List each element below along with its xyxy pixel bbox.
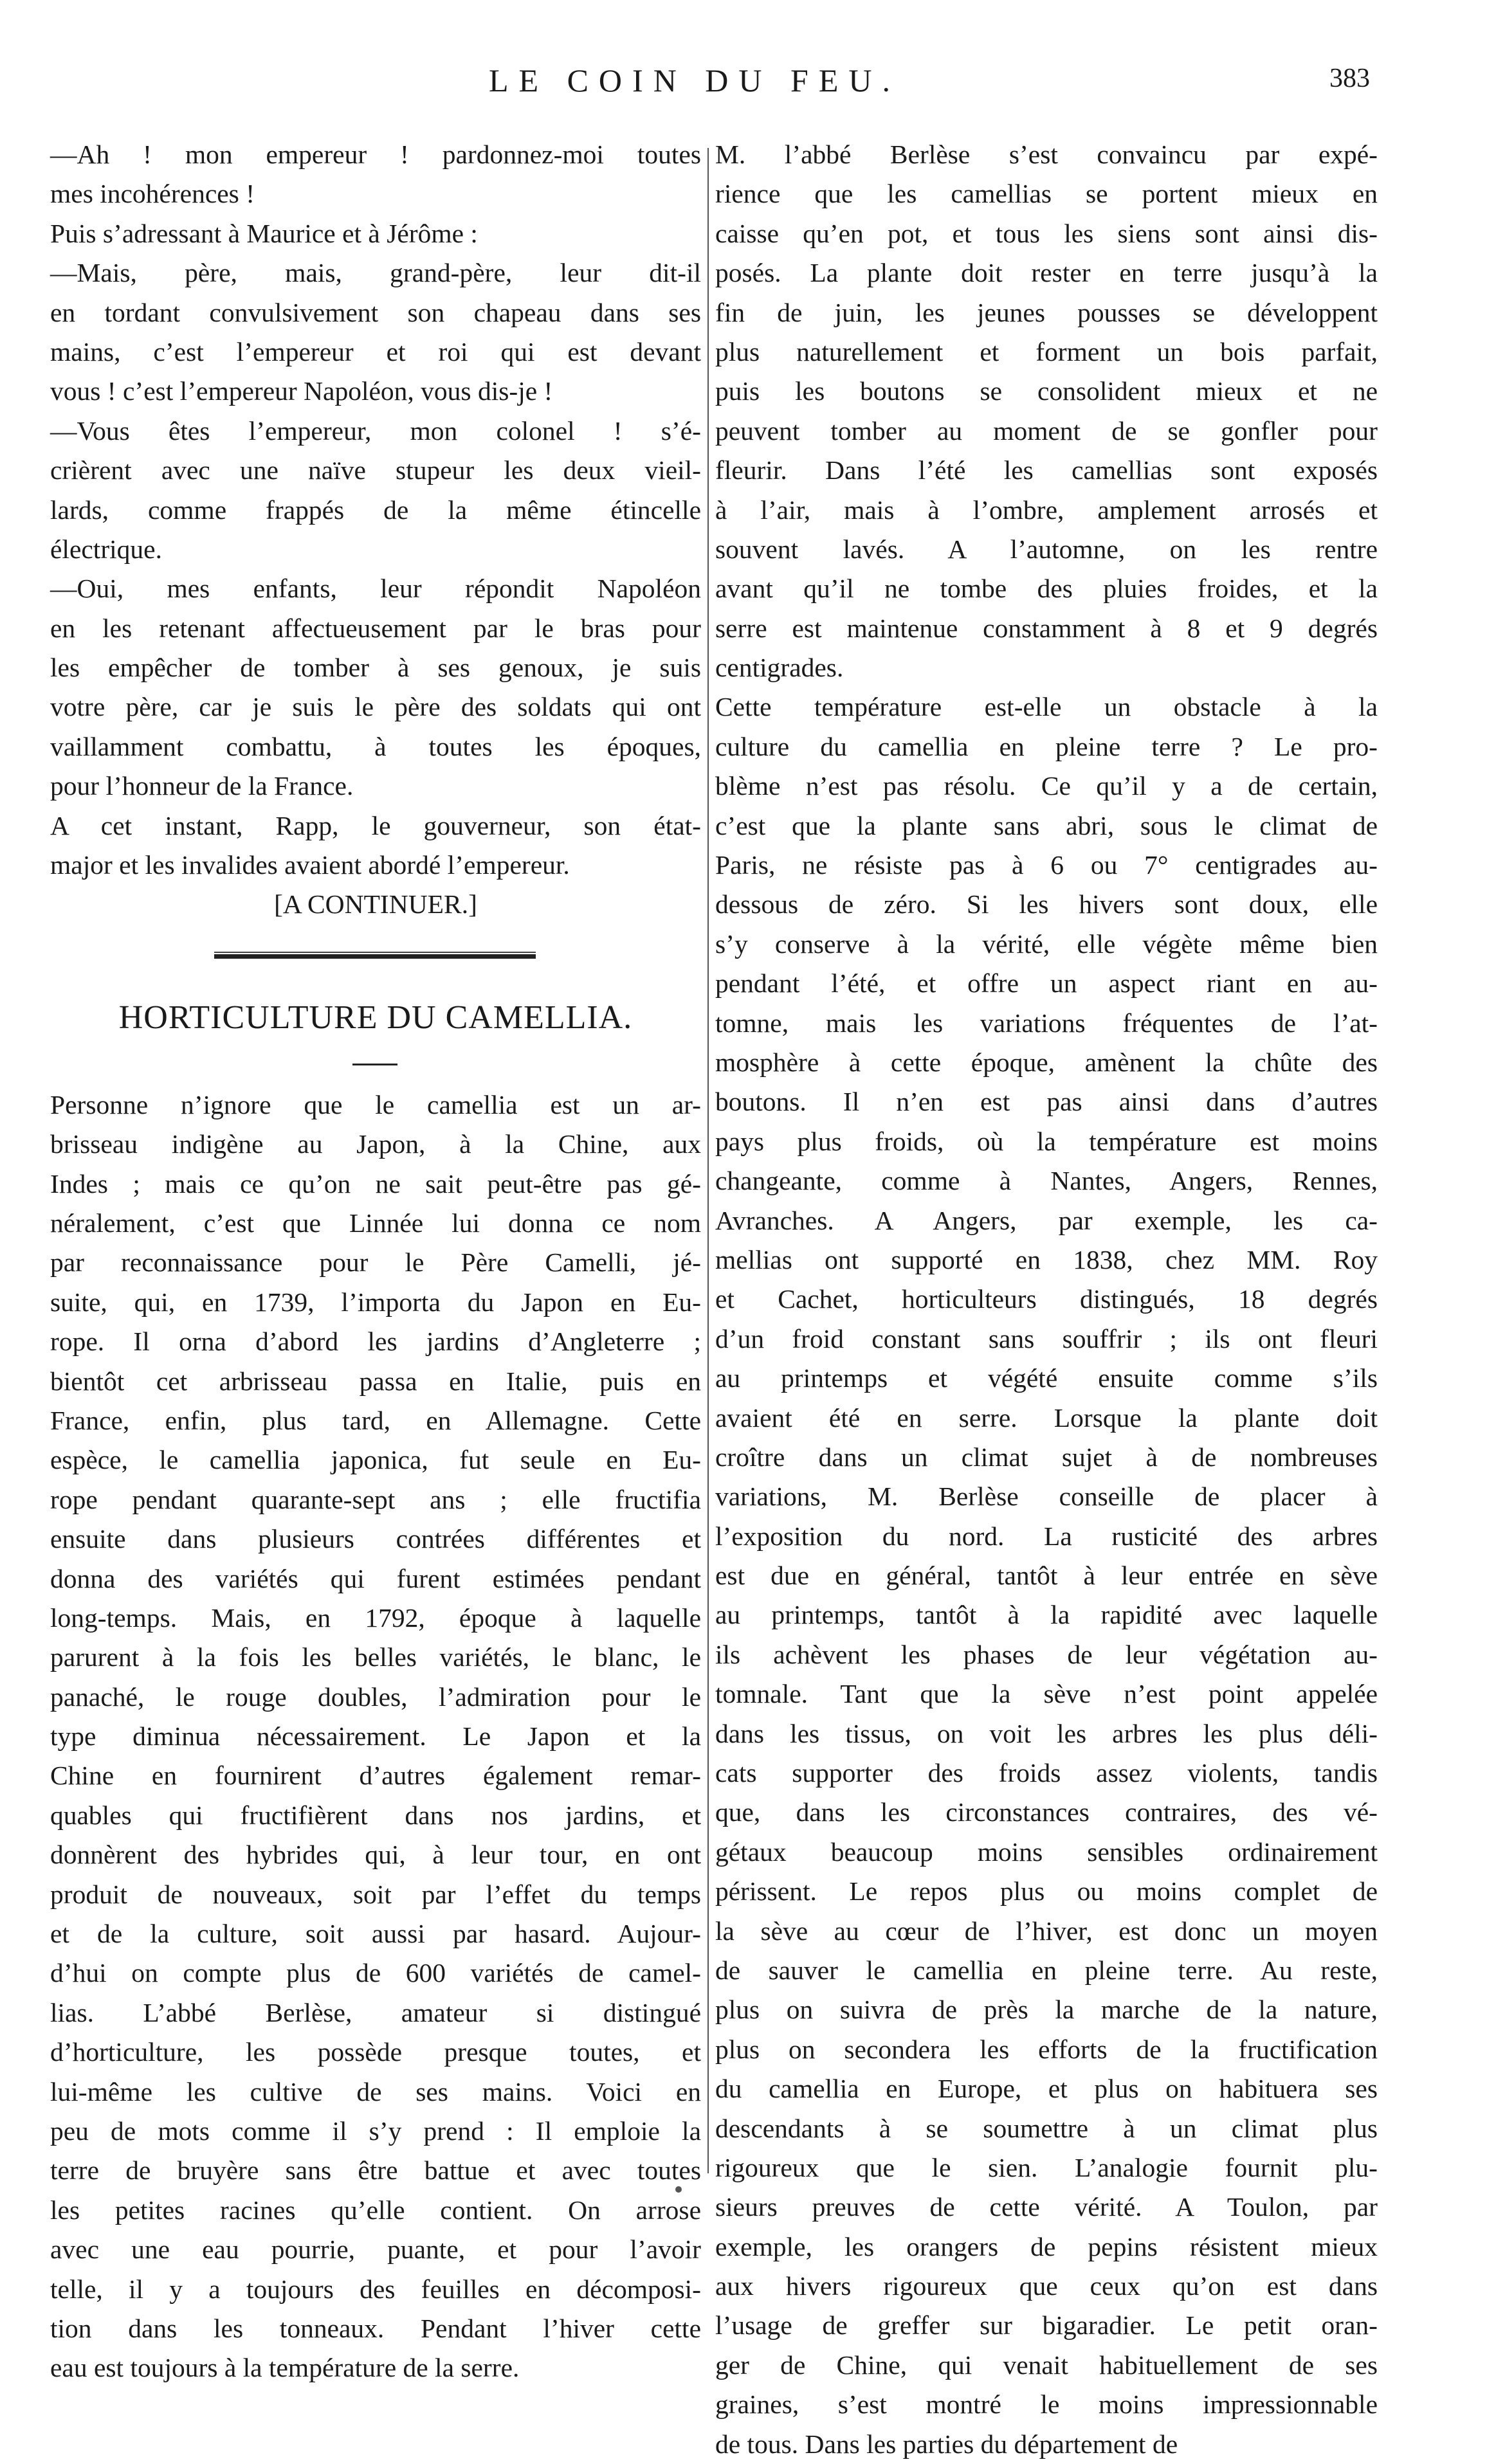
text-line: du camellia en Europe, et plus on habituera ses [715, 2074, 1378, 2104]
text-line: variations, M. Berlèse conseille de placer à [715, 1481, 1378, 1512]
text-line: d’horticulture, les possède presque toutes, et [50, 2037, 701, 2067]
section-title: HORTICULTURE DU CAMELLIA. [118, 999, 633, 1036]
text-line: avec une eau pourrie, puante, et pour l’avoir [50, 2234, 701, 2265]
text-line: France, enfin, plus tard, en Allemagne. Cette [50, 1405, 701, 1435]
to-be-continued: [A CONTINUER.] [274, 889, 477, 919]
text-line: au printemps et végété ensuite comme s’ils [715, 1363, 1378, 1393]
text-line: panaché, le rouge doubles, l’admiration pour le [50, 1681, 701, 1712]
text-line: rope pendant quarante-sept ans ; elle fructifia [50, 1484, 701, 1514]
text-line: mellias ont supporté en 1838, chez MM. Roy [715, 1244, 1378, 1274]
text-line: lias. L’abbé Berlèse, amateur si distingué [50, 1997, 701, 2027]
text-line: plus on suivra de près la marche de la nature, [715, 1995, 1378, 2025]
text-line: pour l’honneur de la France. [50, 771, 354, 801]
text-line: pays plus froids, où la température est moins [715, 1126, 1378, 1156]
text-line: Puis s’adressant à Maurice et à Jérôme : [50, 218, 478, 248]
text-line: pendant l’été, et offre un aspect riant en au- [715, 968, 1378, 999]
right-column [715, 135, 1378, 2464]
text-line: de tous. Dans les parties du département de [715, 2429, 1178, 2459]
text-line: mains, c’est l’empereur et roi qui est devant [50, 336, 701, 367]
section-divider-rule [50, 925, 701, 989]
text-line: souvent lavés. A l’automne, on les rentre [715, 534, 1378, 564]
text-line: ils achèvent les phases de leur végétation au- [715, 1639, 1378, 1669]
text-line: lards, comme frappés de la même étincelle [50, 494, 701, 525]
text-line: gétaux beaucoup moins sensibles ordinairement [715, 1836, 1378, 1867]
page-header [0, 62, 1505, 113]
text-line: et de la culture, soit aussi par hasard. Aujour- [50, 1919, 701, 1949]
text-line: bientôt cet arbrisseau passa en Italie, puis en [50, 1366, 701, 1396]
text-line: fleurir. Dans l’été les camellias sont exposés [715, 455, 1378, 485]
text-line: la sève au cœur de l’hiver, est donc un moyen [715, 1916, 1378, 1946]
left-column [50, 135, 701, 2388]
horticulture-article-start [50, 1085, 701, 2388]
text-line: descendants à se soumettre à un climat plus [715, 2113, 1378, 2143]
text-line: peu de mots comme il s’y prend : Il emploie la [50, 2115, 701, 2146]
text-line: terre de bruyère sans être battue et avec toutes [50, 2155, 701, 2186]
text-line: de sauver le camellia en pleine terre. Au reste, [715, 1955, 1378, 1985]
text-line: lui-même les cultive de ses mains. Voici en [50, 2076, 701, 2106]
text-line: culture du camellia en pleine terre ? Le pro- [715, 731, 1378, 761]
text-line: néralement, c’est que Linnée lui donna ce nom [50, 1208, 701, 1238]
text-line: eau est toujours à la température de la serre. [50, 2353, 520, 2383]
text-line: major et les invalides avaient abordé l’empereur. [50, 850, 570, 880]
text-line: les petites racines qu’elle contient. On arrose [50, 2195, 701, 2225]
text-line: A cet instant, Rapp, le gouverneur, son état- [50, 810, 701, 840]
text-line: fin de juin, les jeunes pousses se développent [715, 297, 1378, 327]
text-line: s’y conserve à la vérité, elle végète même bien [715, 929, 1378, 959]
text-line: mes incohérences ! [50, 179, 255, 209]
text-line: Chine en fournirent d’autres également remar- [50, 1761, 701, 1791]
text-line: l’usage de greffer sur bigaradier. Le petit oran- [715, 2310, 1378, 2341]
text-line: électrique. [50, 534, 162, 564]
text-line: votre père, car je suis le père des soldats qui ont [50, 692, 701, 722]
text-line: périssent. Le repos plus ou moins complet de [715, 1876, 1378, 1907]
divider-thin-line [214, 952, 536, 953]
text-line: ger de Chine, qui venait habituellement de ses [715, 2350, 1378, 2380]
divider-thick-line [214, 954, 536, 959]
footer-dot [675, 2186, 682, 2193]
text-line: Avranches. A Angers, par exemple, les ca- [715, 1205, 1378, 1235]
text-line: mosphère à cette époque, amènent la chûte des [715, 1047, 1378, 1077]
text-line: changeante, comme à Nantes, Angers, Rennes, [715, 1166, 1378, 1196]
text-line: croître dans un climat sujet à de nombreuses [715, 1442, 1378, 1472]
text-line: peuvent tomber au moment de se gonfler pour [715, 415, 1378, 446]
text-line: cats supporter des froids assez violents, tandis [715, 1758, 1378, 1788]
text-line: type diminua nécessairement. Le Japon et la [50, 1721, 701, 1752]
text-line: donnèrent des hybrides qui, à leur tour, en ont [50, 1840, 701, 1870]
text-line: plus naturellement et forment un bois parfait, [715, 336, 1378, 367]
text-line: plus on secondera les efforts de la fructification [715, 2034, 1378, 2064]
text-line: dessous de zéro. Si les hivers sont doux, elle [715, 889, 1378, 919]
text-line: —Ah ! mon empereur ! pardonnez-moi toutes [50, 140, 701, 169]
text-line: sieurs preuves de cette vérité. A Toulon, par [715, 2192, 1378, 2222]
text-line: en tordant convulsivement son chapeau dans ses [50, 297, 701, 327]
text-line: d’hui on compte plus de 600 variétés de camel- [50, 1958, 701, 1988]
text-line: rope. Il orna d’abord les jardins d’Angleterre ; [50, 1327, 701, 1357]
running-title: LE COIN DU FEU. [489, 62, 900, 98]
text-line: brisseau indigène au Japon, à la Chine, aux [50, 1129, 701, 1159]
text-line: telle, il y a toujours des feuilles en décomposi- [50, 2274, 701, 2304]
text-line: rigoureux que le sien. L’analogie fournit plu- [715, 2152, 1378, 2182]
text-line: donna des variétés qui furent estimées pendant [50, 1563, 701, 1593]
text-line: tomnale. Tant que la sève n’est point appelée [715, 1679, 1378, 1709]
text-line: boutons. Il n’en est pas ainsi dans d’autres [715, 1087, 1378, 1117]
text-line: Indes ; mais ce qu’on ne sait peut-être pas gé- [50, 1168, 701, 1199]
page-number: 383 [1329, 64, 1370, 93]
horticulture-article-continued [715, 135, 1378, 2464]
text-line: suite, qui, en 1739, l’importa du Japon en Eu- [50, 1287, 701, 1317]
text-line: espèce, le camellia japonica, fut seule en Eu- [50, 1445, 701, 1475]
text-line: avant qu’il ne tombe des pluies froides, et la [715, 574, 1378, 604]
text-line: rience que les camellias se portent mieux en [715, 179, 1378, 209]
text-line: graines, s’est montré le moins impressionnable [715, 2389, 1378, 2420]
text-line: que, dans les circonstances contraires, des vé- [715, 1797, 1378, 1827]
text-line: exemple, les orangers de pepins résistent mieux [715, 2231, 1378, 2261]
text-line: blème n’est pas résolu. Ce qu’il y a de certain, [715, 771, 1378, 801]
text-line: au printemps, tantôt à la rapidité avec laquelle [715, 1600, 1378, 1630]
text-line: dans les tissus, on voit les arbres les plus déli- [715, 1718, 1378, 1748]
text-line: posés. La plante doit rester en terre jusqu’à la [715, 258, 1378, 288]
text-line: vaillamment combattu, à toutes les époques, [50, 731, 701, 761]
text-line: ensuite dans plusieurs contrées différentes et [50, 1524, 701, 1554]
text-line: à l’air, mais à l’ombre, amplement arrosés et [715, 494, 1378, 525]
text-line: Cette température est-elle un obstacle à la [715, 692, 1378, 722]
text-line: —Mais, père, mais, grand-père, leur dit-il [50, 258, 701, 288]
text-line: aux hivers rigoureux que ceux qu’on est dans [715, 2271, 1378, 2301]
text-line: crièrent avec une naïve stupeur les deux vieil- [50, 455, 701, 485]
text-line: les empêcher de tomber à ses genoux, je suis [50, 653, 701, 683]
text-line: vous ! c’est l’empereur Napoléon, vous dis-je ! [50, 376, 553, 406]
text-line: Personne n’ignore que le camellia est un ar- [50, 1089, 701, 1119]
text-line: —Vous êtes l’empereur, mon colonel ! s’é- [50, 415, 701, 446]
text-line: d’un froid constant sans souffrir ; ils ont fleuri [715, 1323, 1378, 1354]
text-line: puis les boutons se consolident mieux et ne [715, 376, 1378, 406]
text-line: est due en général, tantôt à leur entrée en sève [715, 1561, 1378, 1591]
text-line: c’est que la plante sans abri, sous le climat de [715, 810, 1378, 840]
text-line: tion dans les tonneaux. Pendant l’hiver cette [50, 2313, 701, 2343]
text-line: parurent à la fois les belles variétés, le blanc, le [50, 1642, 701, 1672]
text-line: Paris, ne résiste pas à 6 ou 7° centigrades au- [715, 850, 1378, 880]
text-line: par reconnaissance pour le Père Camelli, jé- [50, 1247, 701, 1278]
text-line: caisse qu’en pot, et tous les siens sont ainsi dis- [715, 218, 1378, 248]
text-line: quables qui fructifièrent dans nos jardins, et [50, 1800, 701, 1830]
text-line: et Cachet, horticulteurs distingués, 18 degrés [715, 1284, 1378, 1314]
text-line: centigrades. [715, 653, 844, 683]
text-line: long-temps. Mais, en 1792, époque à laquelle [50, 1602, 701, 1633]
text-line: produit de nouveaux, soit par l’effet du temps [50, 1879, 701, 1909]
title-short-rule [50, 1047, 701, 1085]
story-ending [50, 135, 701, 885]
text-line: en les retenant affectueusement par le bras pour [50, 613, 701, 643]
text-line: serre est maintenue constamment à 8 et 9 degrés [715, 613, 1378, 643]
text-line: M. l’abbé Berlèse s’est convaincu par expé- [715, 140, 1378, 169]
text-line: avaient été en serre. Lorsque la plante doit [715, 1402, 1378, 1433]
text-line: tomne, mais les variations fréquentes de l’at- [715, 1008, 1378, 1038]
short-rule-line [352, 1064, 397, 1065]
column-separator [707, 148, 709, 2173]
text-line: l’exposition du nord. La rusticité des arbres [715, 1521, 1378, 1551]
text-line: —Oui, mes enfants, leur répondit Napoléon [50, 574, 701, 604]
